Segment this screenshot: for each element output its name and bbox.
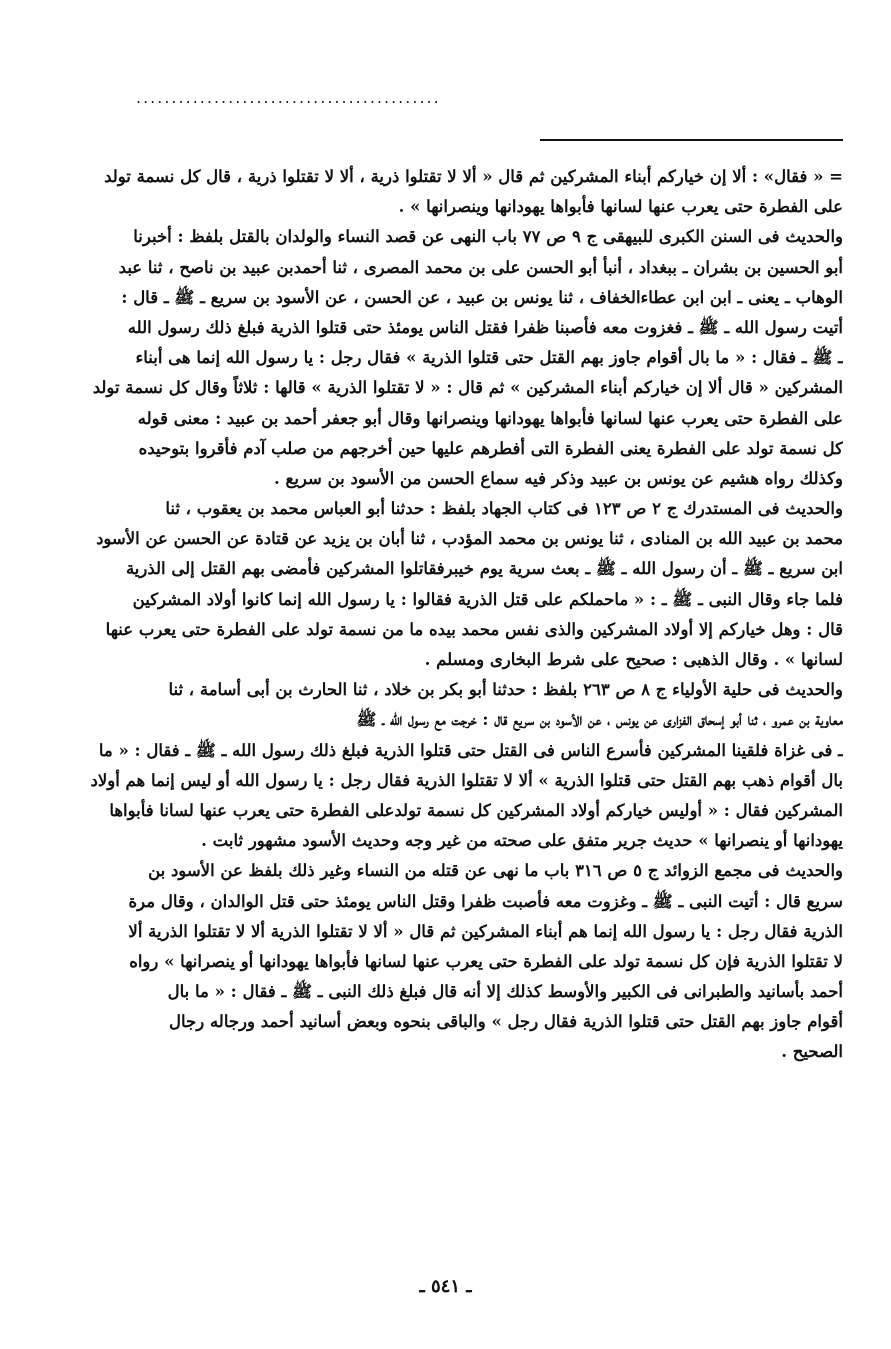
text-line: على الفطرة حتى يعرب عنها لسانها فأبواها يهودانها وينصرانها وقال أبو جعفر أحمد بن عبيد : معنى قوله [137,408,843,428]
text-line: والحديث فى السنن الكبرى للبيهقى ج ٩ ص ٧٧ باب النهى عن قصد النساء والولدان بالقتل بلفظ : أخبرنا [133,227,843,247]
text-line: على الفطرة حتى يعرب عنها لسانها فأبواها يهودانها وينصرانها » . [398,197,843,217]
text-line: = « فقال» : ألا إن خياركم أبناء المشركين ثم قال « ألا لا تقتلوا ذرية ، ألا لا تقتلوا ذرية ، قال كل نسمة تولد [104,167,843,186]
text-line: بال أقوام ذهب بهم القتل حتى قتلوا الذرية » ألا لا تقتلوا الذرية فقال رجل : يا رسول الله أو ليس إنما هم أولاد [90,770,843,790]
footnote-separator-rule [540,139,843,141]
text-line: والحديث فى حلية الأولياء ج ٨ ص ٢٦٣ بلفظ : حدثنا أبو بكر بن خلاد ، ثنا الحارث بن أبى أسامة ، ثنا [168,680,843,700]
text-line: قال : وهل خياركم إلا أولاد المشركين والذى نفس محمد بيده ما من نسمة تولد على الفطرة حتى يعرب عنها [105,619,843,639]
text-line: كل نسمة تولد على الفطرة يعنى الفطرة التى أفطرهم عليها حين أخرجهم من صلب آدم فأقروا بتوحيده [138,438,843,458]
text-line: أبو الحسين بن بشران ـ ببغداد ، أنبأ أبو الحسن على بن محمد المصرى ، ثنا أحمدبن عبيد بن ناصح ، ثنا عبد [118,257,843,277]
text-line: لسانها » . وقال الذهبى : صحيح على شرط البخارى ومسلم . [424,650,843,669]
text-line: الذرية فقال رجل : يا رسول الله إنما هم أبناء المشركين ثم قال « ألا لا تقتلوا الذرية ألا لا تقتلوا الذرية ألا [128,921,843,941]
text-line: لا تقتلوا الذرية فإن كل نسمة تولد على الفطرة حتى يعرب عنها لسانها فأبواها يهودانها أو ينصرانها » رواه [129,951,843,971]
text-line: ـ ﷺ ـ فقال : « ما بال أقوام جاوز بهم القتل حتى قتلوا الذرية » فقال رجل : يا رسول الله إنما هى أبناء [135,348,843,368]
text-line: ـ فى غزاة فلقينا المشركين فأسرع الناس فى القتل حتى قتلوا الذرية فبلغ ذلك رسول الله ـ ﷺ ـ فقال : « ما [98,740,843,760]
text-line: أقوام جاوز بهم القتل حتى قتلوا الذرية فقال رجل » والباقى بنحوه وبعض أسانيد أحمد ورجاله رجال [169,1012,843,1032]
text-line: معاوية بن عمرو ، ثنا أبو إسحاق الفزارى عن يونس ، عن الأسود بن سريع قال : خرجت مع رسول الله ـ ﷺ [356,710,843,730]
text-line: المشركين « قال ألا إن خياركم أبناء المشركين » ثم قال : « لا تقتلوا الذرية » قالها : ثلاثاً وقال كل نسمة تولد [92,378,843,398]
text-line: المشركين فقال : « أوليس خياركم أولاد المشركين كل نسمة تولدعلى الفطرة حتى يعرب عنها لسانا فأبواها [109,800,843,820]
text-line: وكذلك رواه هشيم عن يونس بن عبيد وذكر فيه سماع الحسن من الأسود بن سريع . [274,468,843,488]
text-line: محمد بن عبيد الله بن المنادى ، ثنا يونس بن محمد المؤدب ، ثنا أبان بن يزيد عن قتادة عن الحسن عن الأسود [96,529,843,549]
text-line: فلما جاء وقال النبى ـ ﷺ ـ : « ماحملكم على قتل الذرية فقالوا : يا رسول الله إنما كانوا أولاد المشركين [132,589,843,609]
text-line: أتيت رسول الله ـ ﷺ ـ فغزوت معه فأصبنا ظفرا فقتل الناس يومئذ حتى قتلوا الذرية فبلغ ذلك رسول الله [127,317,843,337]
body-text [73,162,843,1068]
text-line: والحديث فى المستدرك ج ٢ ص ١٢٣ فى كتاب الجهاد بلفظ : حدثنا أبو العباس محمد بن يعقوب ، ثنا [165,499,843,519]
text-line: سريع قال : أتيت النبى ـ ﷺ ـ وغزوت معه فأصبت ظفرا وقتل الناس يومئذ حتى قتل الوالدان ، وقال مرة [128,891,843,911]
page-number: ـ ٥٤١ ـ [419,1276,472,1297]
text-line: الصحيح . [781,1042,843,1062]
text-line: أحمد بأسانيد والطبرانى فى الكبير والأوسط كذلك إلا أنه قال فبلغ ذلك النبى ـ ﷺ ـ فقال : « ما بال [167,982,843,1002]
text-line: والحديث فى مجمع الزوائد ج ٥ ص ٣١٦ باب ما نهى عن قتله من النساء وغير ذلك بلفظ عن الأسود بن [148,861,843,881]
text-line: الوهاب ـ يعنى ـ ابن ابن عطاءالخفاف ، ثنا يونس بن عبيد ، عن الحسن ، عن الأسود بن سريع ـ ﷺ ـ قال : [121,287,843,307]
text-line: يهودانها أو ينصرانها » حديث جرير متفق على صحته من غير وجه وحديث الأسود مشهور ثابت . [201,831,843,851]
text-line: ابن سريع ـ ﷺ ـ أن رسول الله ـ ﷺ ـ بعث سرية يوم خيبرفقاتلوا المشركين فأمضى بهم القتل إلى الذرية [125,559,843,579]
header-dotted-line: ........................................... [136,88,441,107]
